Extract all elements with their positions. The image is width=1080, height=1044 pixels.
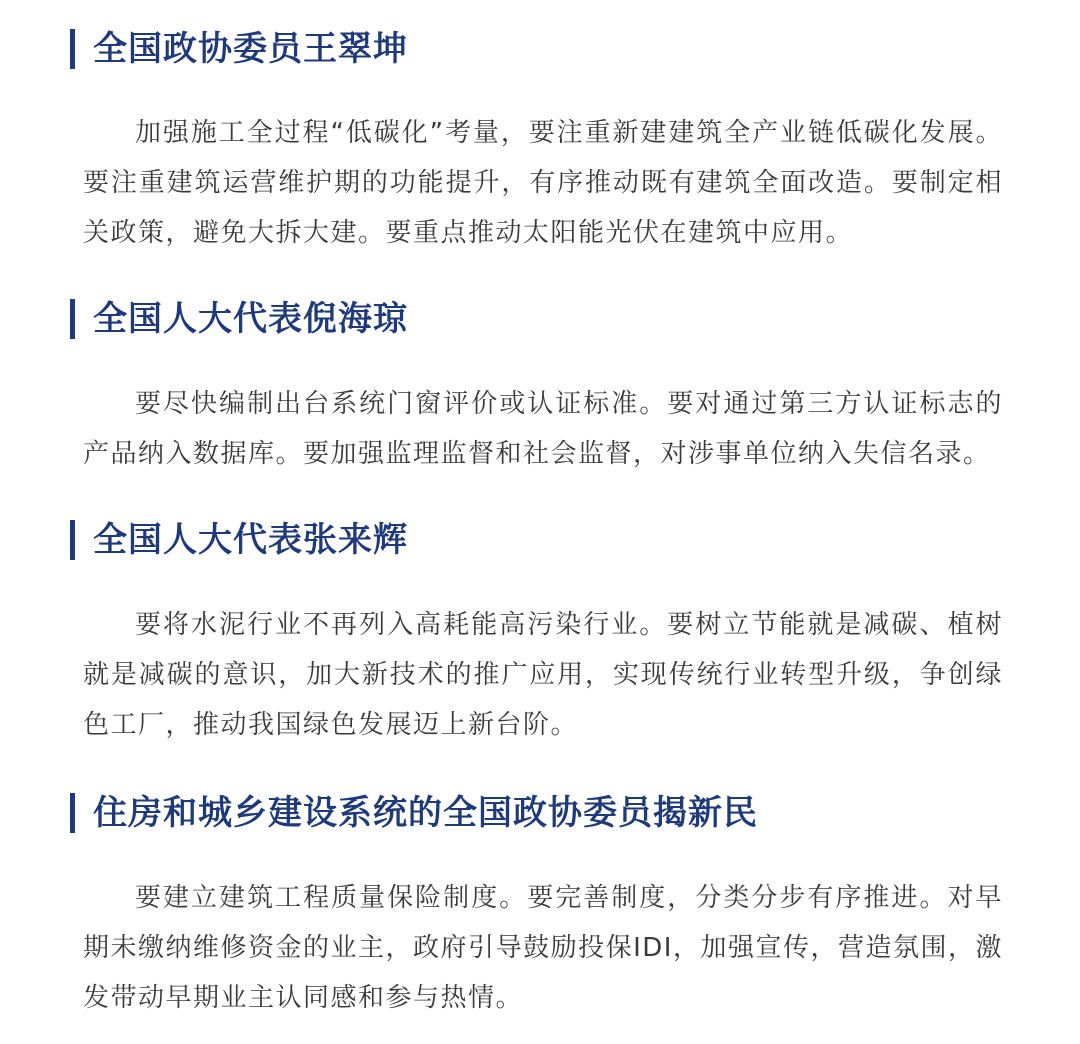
section-heading-1 [70,28,408,70]
section-heading-2 [70,298,408,340]
section-title: 全国政协委员王翠坤 [93,29,408,69]
section-heading-4 [70,792,758,834]
section-paragraph: 要尽快编制出台系统门窗评价或认证标准。要对通过第三方认证标志的产品纳入数据库。要加强监理监督和社会监督，对涉事单位纳入失信名录。 [83,389,1003,469]
section-paragraph: 要将水泥行业不再列入高耗能高污染行业。要树立节能就是减碳、植树就是减碳的意识，加大新技术的推广应用，实现传统行业转型升级，争创绿色工厂，推动我国绿色发展迈上新台阶。 [83,610,1003,740]
heading-accent-bar [70,29,75,69]
section-paragraph: 要建立建筑工程质量保险制度。要完善制度，分类分步有序推进。对早期未缴纳维修资金的业主，政府引导鼓励投保IDI，加强宣传，营造氛围，激发带动早期业主认同感和参与热情。 [83,883,1003,1013]
heading-accent-bar [70,793,75,833]
section-heading-3 [70,519,408,561]
section-paragraph: 加强施工全过程“低碳化”考量，要注重新建建筑全产业链低碳化发展。要注重建筑运营维护期的功能提升，有序推动既有建筑全面改造。要制定相关政策，避免大拆大建。要重点推动太阳能光伏在建筑中应用。 [83,118,1003,248]
section-title: 住房和城乡建设系统的全国政协委员揭新民 [93,793,758,833]
heading-accent-bar [70,520,75,560]
section-title: 全国人大代表张来辉 [93,520,408,560]
heading-accent-bar [70,299,75,339]
section-title: 全国人大代表倪海琼 [93,299,408,339]
